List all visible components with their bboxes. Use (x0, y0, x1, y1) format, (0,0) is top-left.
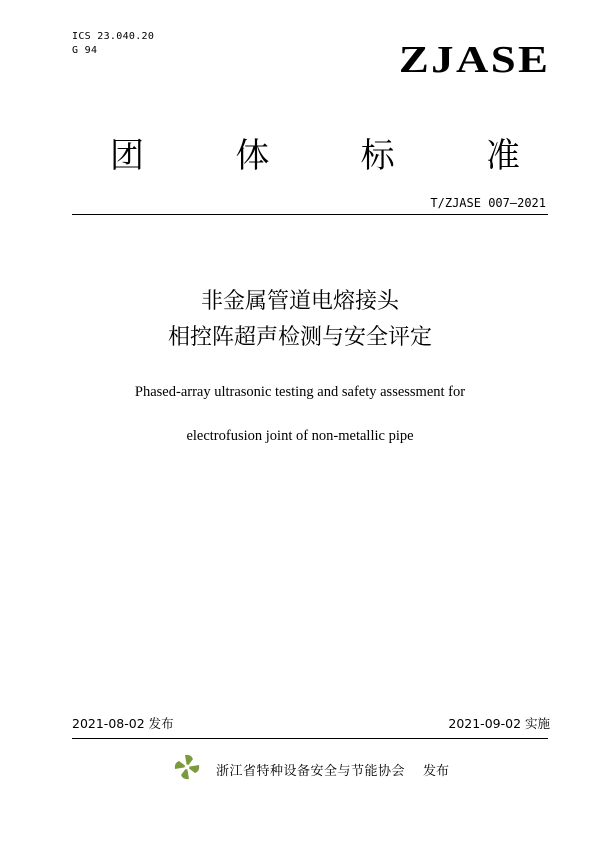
publisher-name: 浙江省特种设备安全与节能协会 (216, 763, 406, 779)
standard-type (0, 128, 600, 177)
english-title (0, 370, 600, 458)
standard-number: T/ZJASE 007—2021 (430, 196, 546, 210)
implementation-date: 2021-09-02 实施 (448, 716, 550, 731)
english-title-line2: electrofusion joint of non-metallic pipe (186, 428, 414, 444)
classification-codes (72, 30, 154, 58)
ics-code: ICS 23.040.20 (72, 31, 155, 42)
zjase-logo: ZJASE (398, 39, 550, 81)
standard-type-char: 准 (485, 136, 520, 176)
bottom-divider (72, 738, 548, 739)
ccs-code: G 94 (72, 45, 98, 56)
standard-type-char: 标 (360, 136, 395, 176)
english-title-line1: Phased-array ultrasonic testing and safety assessment for (134, 384, 466, 400)
association-emblem-icon (172, 752, 202, 786)
chinese-title-line2: 相控阵超声检测与安全评定 (167, 325, 432, 350)
top-divider (72, 214, 548, 215)
publisher-issued: 发布 (423, 763, 450, 779)
publisher (172, 752, 449, 786)
chinese-title-line1: 非金属管道电熔接头 (200, 289, 399, 314)
standard-type-char: 团 (110, 136, 144, 176)
standard-type-char: 体 (235, 136, 270, 176)
chinese-title (0, 284, 600, 356)
issue-date: 2021-08-02 发布 (72, 716, 174, 731)
